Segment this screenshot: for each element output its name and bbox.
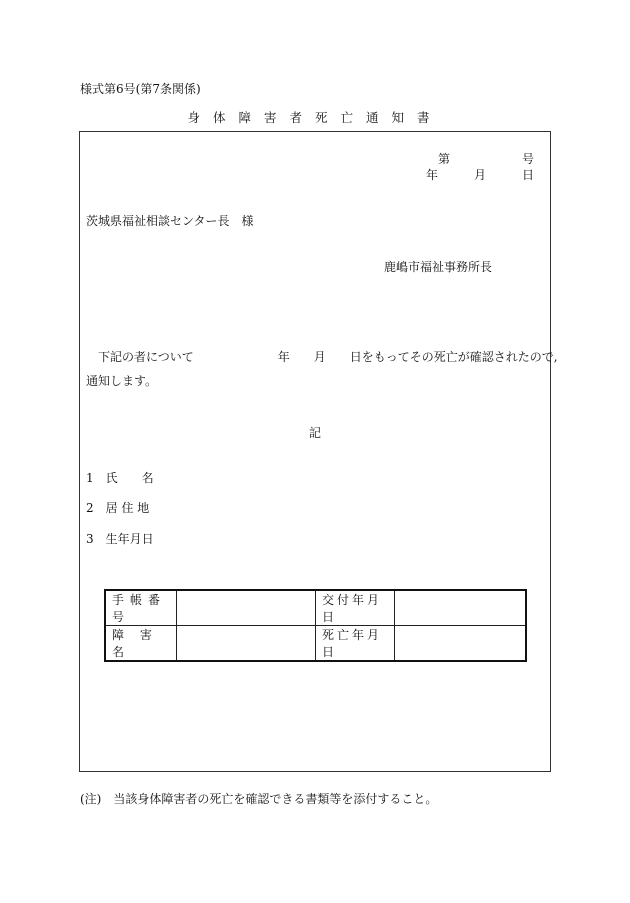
table-row xyxy=(105,590,526,626)
table-label-issue-date: 交付年月日 xyxy=(316,590,395,626)
document-number-line: 第 号 xyxy=(437,152,534,166)
form-frame xyxy=(79,131,558,772)
document-date-line: 年 月 日 xyxy=(425,168,534,182)
table-label-notebook-number: 手帳番号 xyxy=(105,590,177,626)
form-number: 様式第6号(第7条関係) xyxy=(80,82,201,96)
table-value-notebook-number[interactable] xyxy=(177,590,316,626)
footnote: (注) 当該身体障害者の死亡を確認できる書類等を添付すること。 xyxy=(80,792,438,806)
body-text-line-2: 通知します。 xyxy=(86,374,158,388)
table-value-disability-name[interactable] xyxy=(177,626,316,662)
sender: 鹿嶋市福祉事務所長 xyxy=(384,260,493,274)
document-title: 身体障害者死亡通知書 xyxy=(187,110,443,125)
table-value-death-date[interactable] xyxy=(395,626,527,662)
item-address: 2 居 住 地 xyxy=(86,501,150,515)
table-label-death-date: 死亡年月日 xyxy=(316,626,395,662)
certificate-info-table xyxy=(104,589,527,662)
ki-heading: 記 xyxy=(308,426,321,440)
table-value-issue-date[interactable] xyxy=(395,590,527,626)
addressee: 茨城県福祉相談センター長 様 xyxy=(86,214,254,228)
table-row xyxy=(105,626,526,662)
item-birthdate: 3 生年月日 xyxy=(86,532,154,546)
body-text-line-1: 下記の者について 年 月 日をもってその死亡が確認されたので, xyxy=(98,350,558,364)
item-name: 1 氏 名 xyxy=(86,471,154,485)
table-label-disability-name: 障 害 名 xyxy=(105,626,177,662)
